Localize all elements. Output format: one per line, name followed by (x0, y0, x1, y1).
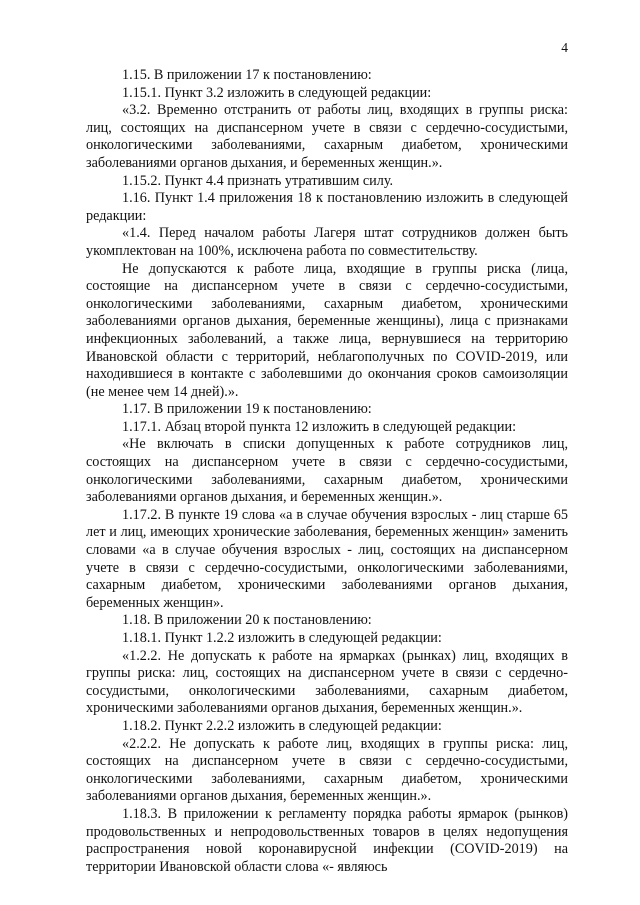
paragraph-1-15: 1.15. В приложении 17 к постановлению: (122, 67, 372, 83)
paragraph-1-18-3: 1.18.3. В приложении к регламенту порядка работы ярмарок (рынков) продовольственных и непродовольственных товаров в целях недопущения распространения новой коронавирусной инфекции (COVID-2019) на территории Ивановской области слова «- являюсь (86, 805, 568, 875)
document-body (86, 67, 568, 876)
paragraph-1-17-1: 1.17.1. Абзац второй пункта 12 изложить в следующей редакции: (122, 418, 517, 435)
paragraph-quote-2-2-2: «2.2.2. Не допускать к работе лиц, входящих в группы риска: лиц, состоящих на диспансерном учете в связи с сердечно-сосудистыми, онкологическими заболеваниями, сахарным диабетом, хроническими заболеваниями органов дыхания, беременных женщин.». (86, 735, 568, 805)
paragraph-1-17-2: 1.17.2. В пункте 19 слова «а в случае обучения взрослых - лиц старше 65 лет и лиц, имеющих хронические заболевания, беременных женщин» заменить словами «а в случае обучения взрослых - лиц, состоящих на диспансерном учете в связи с сердечно-сосудистыми, онкологическими заболеваниями, сахарным диабетом, хроническими заболеваниями органов дыхания, беременных женщин». (86, 506, 568, 611)
page-number: 4 (561, 40, 568, 55)
paragraph-1-16: 1.16. Пункт 1.4 приложения 18 к постановлению изложить в следующей редакции: (86, 190, 568, 224)
paragraph-quote-3-2: «3.2. Временно отстранить от работы лиц, входящих в группы риска: лиц, состоящих на диспансерном учете в связи с сердечно-сосудистыми, онкологическими заболеваниями, сахарным диабетом, хроническими заболеваниями органов дыхания, и беременных женщин.». (86, 102, 568, 171)
paragraph-1-18-1: 1.18.1. Пункт 1.2.2 изложить в следующей редакции: (122, 630, 442, 646)
paragraph-quote-1-2-2: «1.2.2. Не допускать к работе на ярмарках (рынках) лиц, входящих в группы риска: лиц, состоящих на диспансерном учете в связи с сердечно-сосудистыми, онкологическими заболеваниями, сахарным диабетом, хроническими заболеваниями органов дыхания, беременных женщин.». (86, 647, 568, 717)
paragraph-1-17: 1.17. В приложении 19 к постановлению: (122, 401, 372, 418)
paragraph-1-15-2: 1.15.2. Пункт 4.4 признать утратившим силу. (122, 172, 394, 189)
paragraph-1-18: 1.18. В приложении 20 к постановлению: (122, 612, 372, 629)
paragraph-1-18-2: 1.18.2. Пункт 2.2.2 изложить в следующей редакции: (122, 717, 442, 734)
paragraph-risk-groups: Не допускаются к работе лица, входящие в группы риска (лица, состоящие на диспансерном учете в связи с сердечно-сосудистыми, онкологическими заболеваниями, сахарным диабетом, хроническими заболеваниями органов дыхания, беременные женщины), лица с признаками инфекционных заболеваний, а также лица, вернувшиеся на территорию Ивановской области с территорий, неблагополучных по COVID-2019, или находившиеся в контакте с заболевшими до окончания сроков самоизоляции (не менее чем 14 дней).». (86, 260, 568, 400)
paragraph-quote-not-include: «Не включать в списки допущенных к работе сотрудников лиц, состоящих на диспансерном учете в связи с сердечно-сосудистыми, онкологическими заболеваниями, сахарным диабетом, хроническими заболеваниями органов дыхания, и беременных женщин.». (86, 436, 568, 506)
paragraph-quote-1-4: «1.4. Перед началом работы Лагеря штат сотрудников должен быть укомплектован на 100%, исключена работа по совместительству. (86, 225, 568, 259)
paragraph-1-15-1: 1.15.1. Пункт 3.2 изложить в следующей редакции: (122, 84, 432, 101)
